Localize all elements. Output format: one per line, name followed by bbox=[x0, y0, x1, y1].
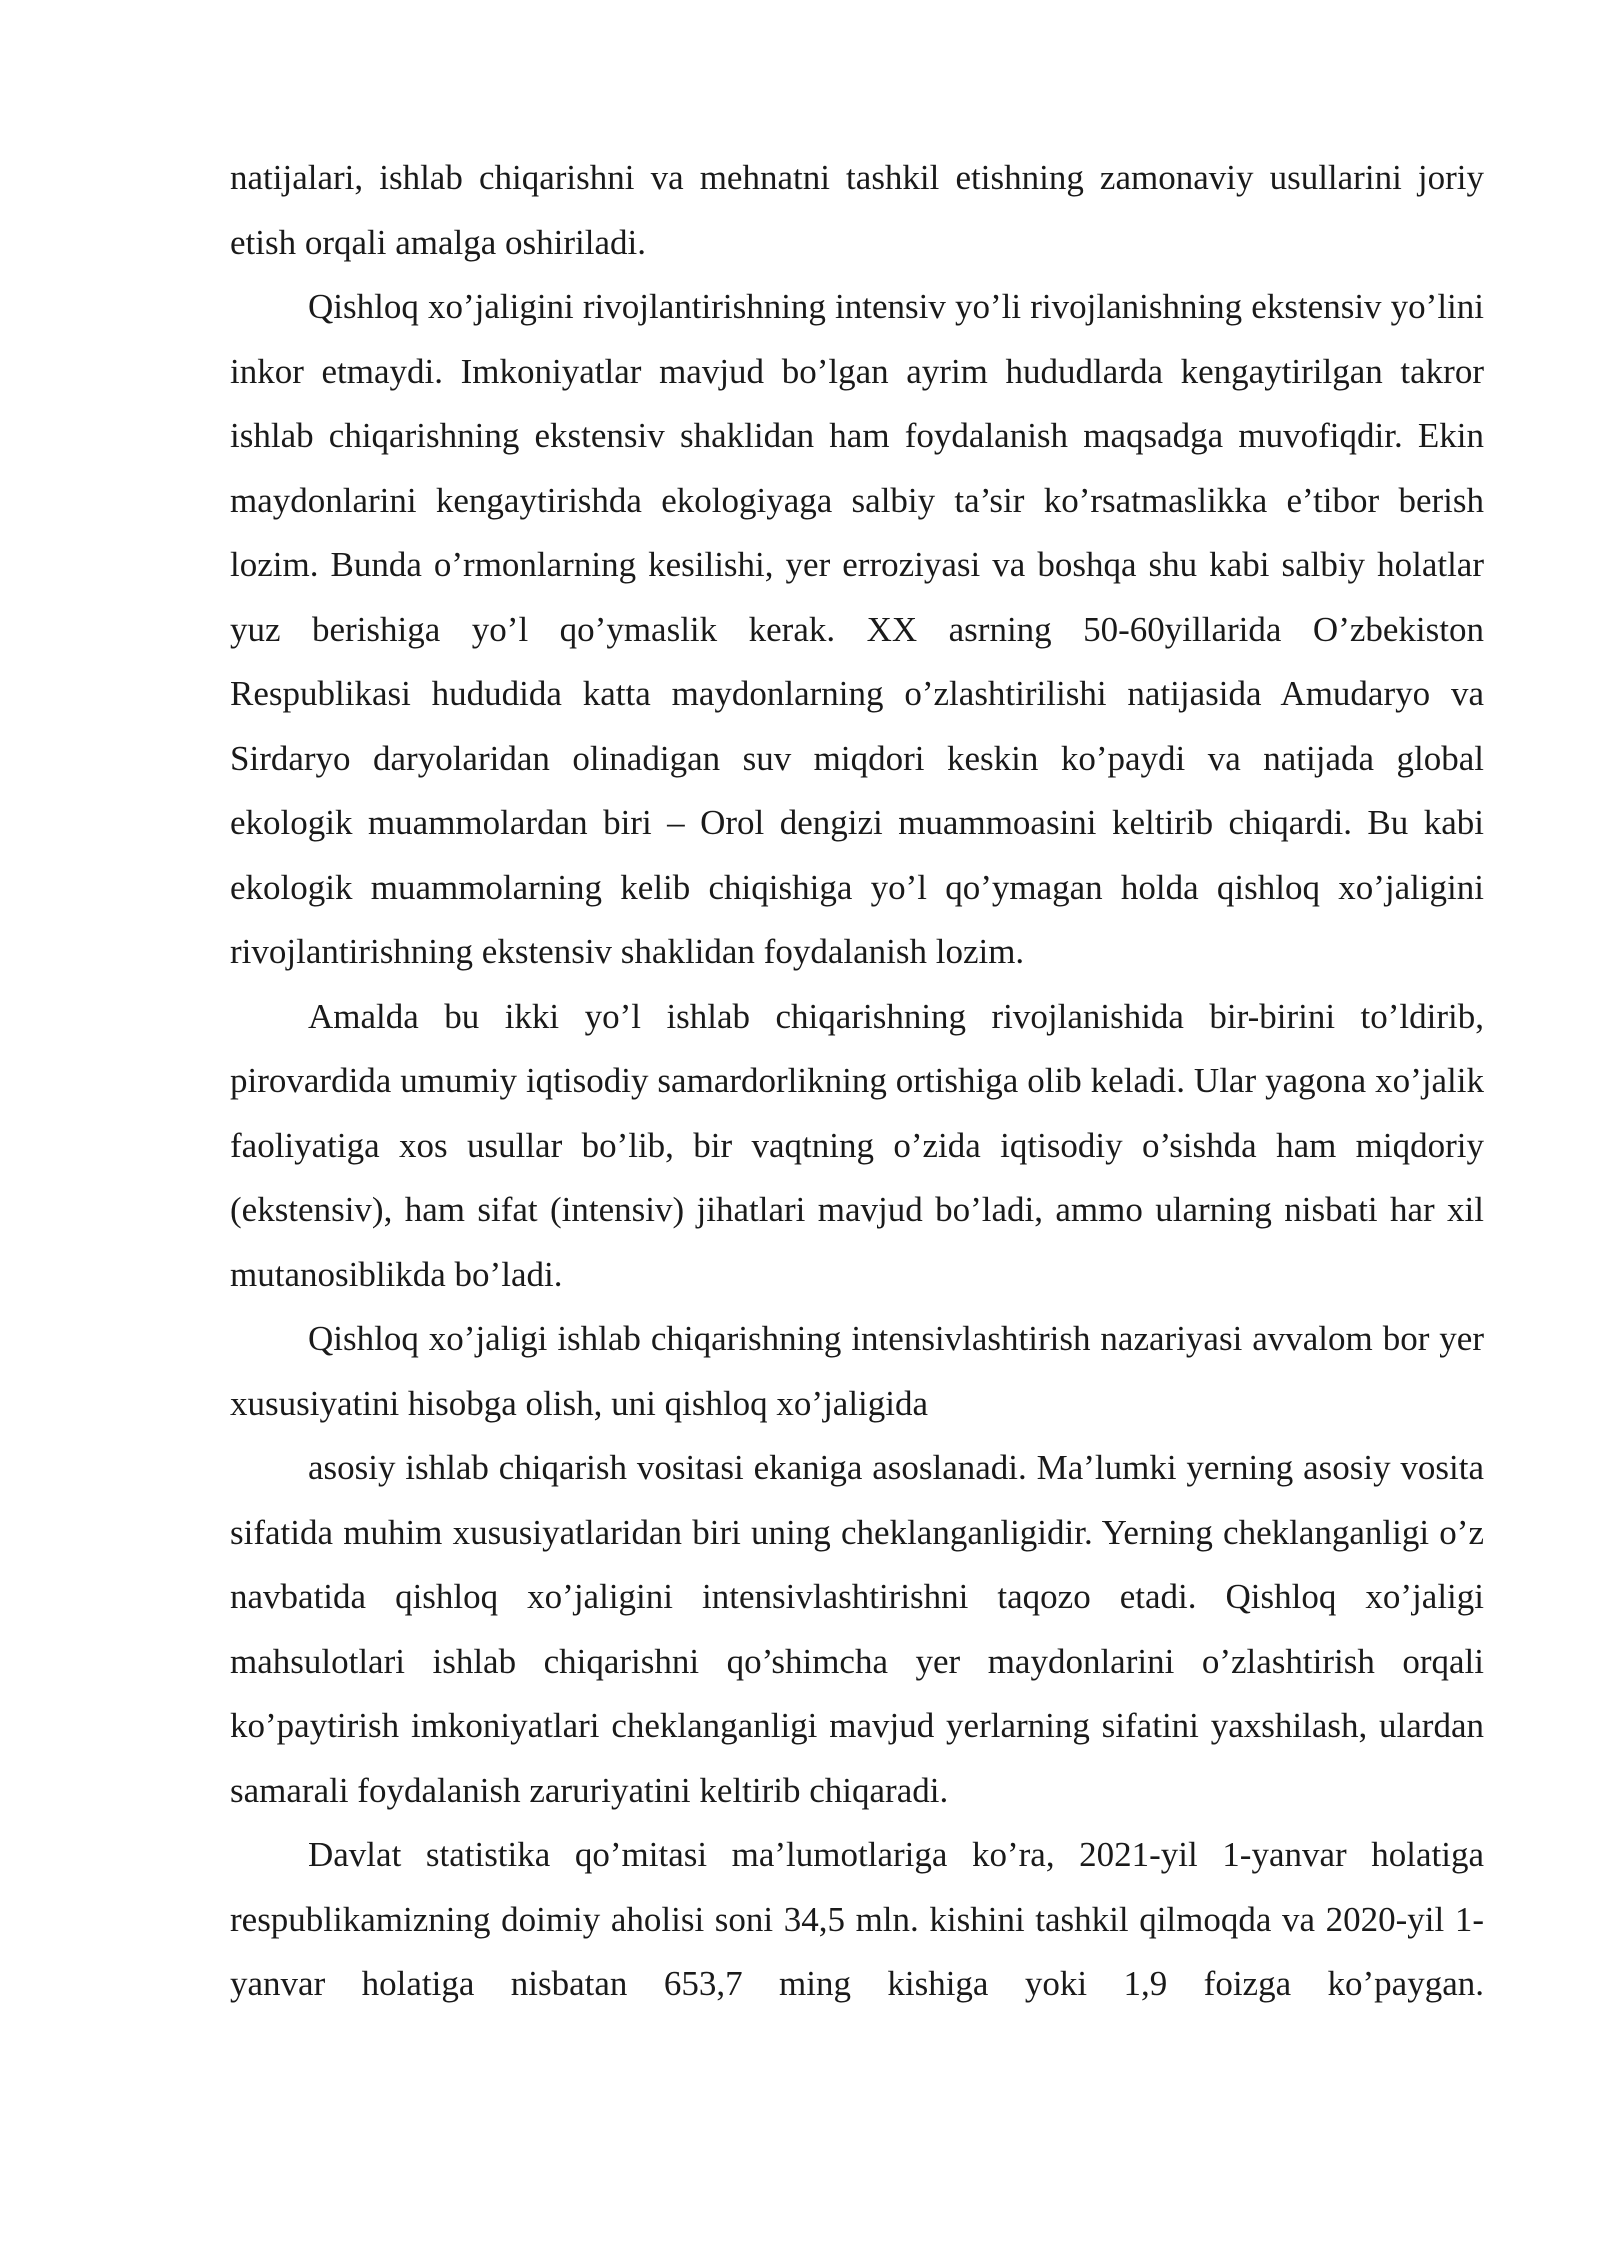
document-page bbox=[230, 146, 1484, 2017]
paragraph-2: Qishloq xo’jaligini rivojlantirishning intensiv yo’li rivojlanishning ekstensiv yo’lini inkor etmaydi. Imkoniyatlar mavjud bo’lgan ayrim hududlarda kengaytirilgan takror ishlab chiqarishning ekstensiv shaklidan ham foydalanish maqsadga muvofiqdir. Ekin maydonlarini kengaytirishda ekologiyaga salbiy ta’sir ko’rsatmaslikka e’tibor berish lozim. Bunda o’rmonlarning kesilishi, yer erroziyasi va boshqa shu kabi salbiy holatlar yuz berishiga yo’l qo’ymaslik kerak. XX asrning 50-60yillarida O’zbekiston Respublikasi hududida katta maydonlarning o’zlashtirilishi natijasida Amudaryo va Sirdaryo daryolaridan olinadigan suv miqdori keskin ko’paydi va natijada global ekologik muammolardan biri – Orol dengizi muammoasini keltirib chiqardi. Bu kabi ekologik muammolarning kelib chiqishiga yo’l qo’ymagan holda qishloq xo’jaligini rivojlantirishning ekstensiv shaklidan foydalanish lozim. bbox=[230, 287, 1484, 971]
paragraph-5: asosiy ishlab chiqarish vositasi ekaniga asoslanadi. Ma’lumki yerning asosiy vosita sifatida muhim xususiyatlaridan biri uning cheklanganligidir. Yerning cheklanganligi o’z navbatida qishloq xo’jaligini intensivlashtirishni taqozo etadi. Qishloq xo’jaligi mahsulotlari ishlab chiqarishni qo’shimcha yer maydonlarini o’zlashtirish orqali ko’paytirish imkoniyatlari cheklanganligi mavjud yerlarning sifatini yaxshilash, ulardan samarali foydalanish zaruriyatini keltirib chiqaradi. bbox=[230, 1448, 1484, 1810]
paragraph-4: Qishloq xo’jaligi ishlab chiqarishning intensivlashtirish nazariyasi avvalom bor yer xususiyatini hisobga olish, uni qishloq xo’jaligida bbox=[230, 1319, 1484, 1423]
paragraph-1: natijalari, ishlab chiqarishni va mehnatni tashkil etishning zamonaviy usullarini joriy etish orqali amalga oshiriladi. bbox=[230, 158, 1484, 262]
paragraph-3: Amalda bu ikki yo’l ishlab chiqarishning rivojlanishida bir-birini to’ldirib, pirovardida umumiy iqtisodiy samardorlikning ortishiga olib keladi. Ular yagona xo’jalik faoliyatiga xos usullar bo’lib, bir vaqtning o’zida iqtisodiy o’sishda ham miqdoriy (ekstensiv), ham sifat (intensiv) jihatlari mavjud bo’ladi, ammo ularning nisbati har xil mutanosiblikda bo’ladi. bbox=[230, 996, 1484, 1294]
paragraph-6: Davlat statistika qo’mitasi ma’lumotlariga ko’ra, 2021-yil 1-yanvar holatiga respublikamizning doimiy aholisi soni 34,5 mln. kishini tashkil qilmoqda va 2020-yil 1-yanvar holatiga nisbatan 653,7 ming kishiga yoki 1,9 foizga ko’paygan. bbox=[230, 1835, 1484, 2003]
